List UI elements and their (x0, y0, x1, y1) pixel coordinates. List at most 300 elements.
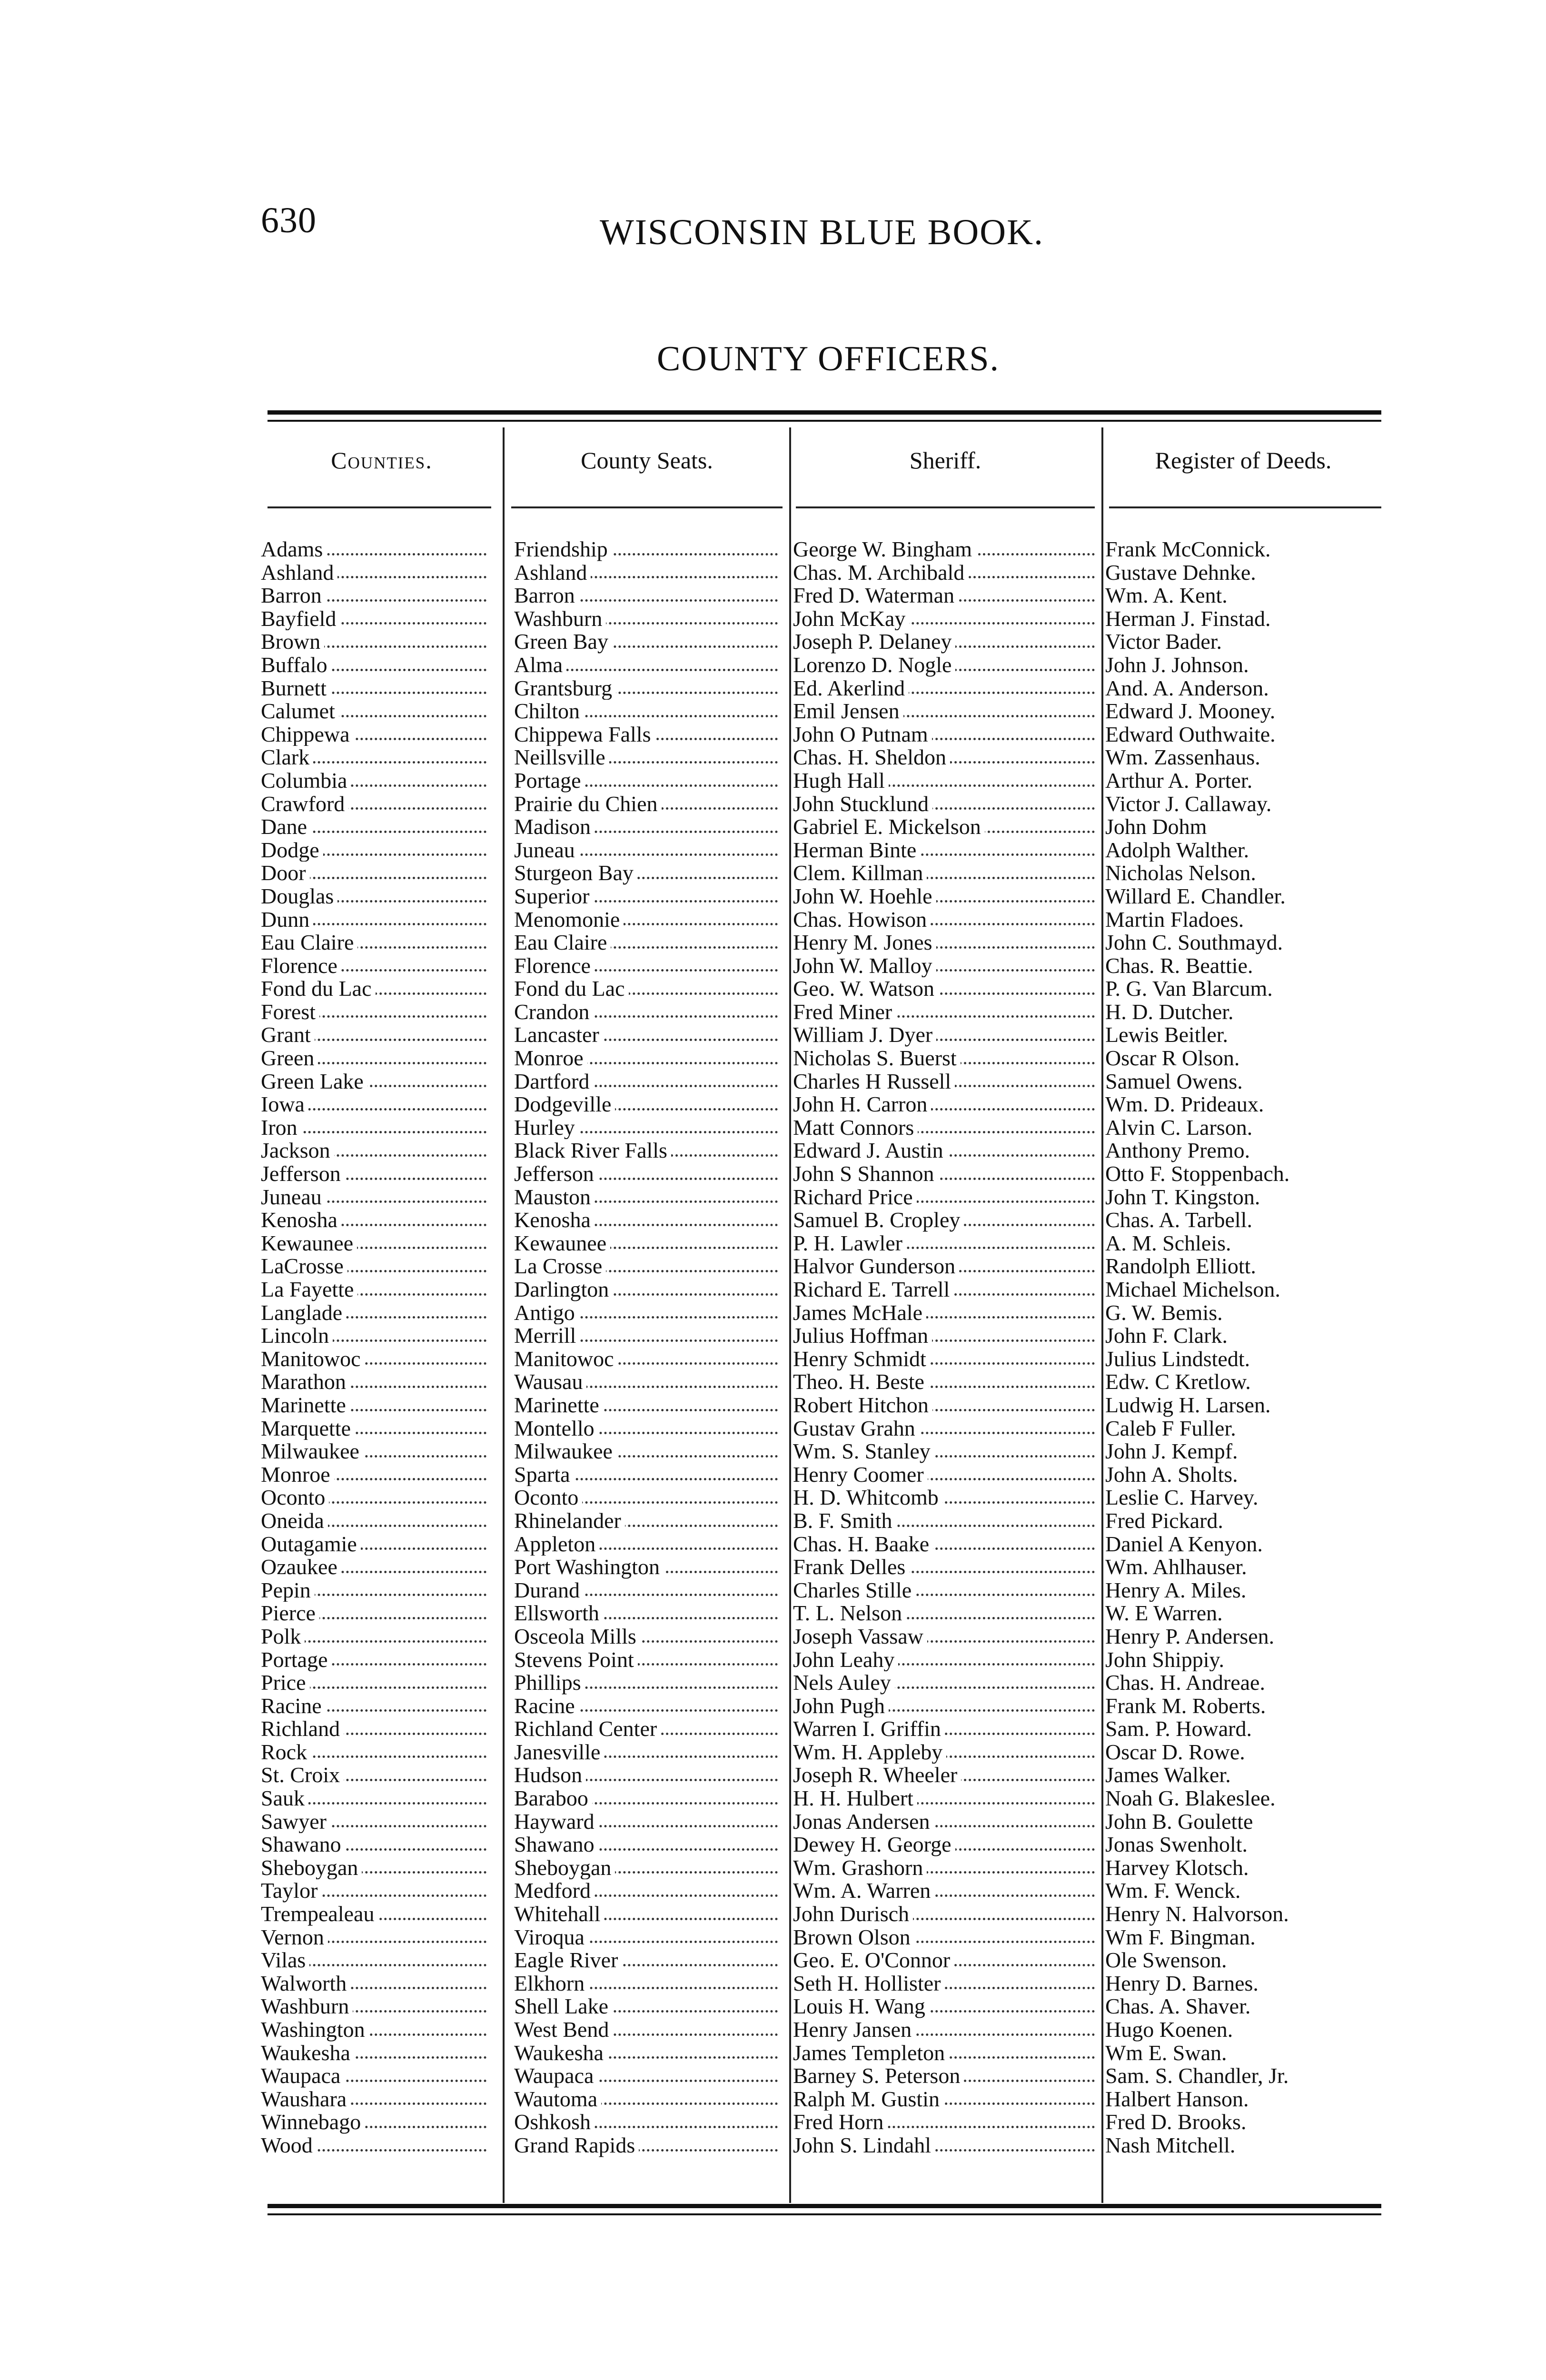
county-seat-text: Merrill (514, 1324, 580, 1348)
sheriff-name (793, 862, 1098, 885)
county-name (261, 793, 489, 816)
county-seat-text: Hudson (514, 1764, 586, 1787)
county-seat (514, 2111, 781, 2134)
county-seat (514, 862, 781, 885)
county-seat (514, 1232, 781, 1255)
sheriff-name (793, 769, 1098, 793)
header-sheriff: Sheriff. (909, 447, 981, 474)
county-name (261, 1926, 489, 1949)
register-name: Wm. Ahlhauser. (1105, 1556, 1247, 1579)
sheriff-name (793, 1810, 1098, 1834)
county-name-text: Calumet (261, 700, 339, 723)
county-seat (514, 1463, 781, 1487)
sheriff-name-text: Nicholas S. Buerst (793, 1047, 961, 1070)
county-name-text: Langlade (261, 1301, 346, 1325)
county-seat (514, 630, 781, 654)
sheriff-name (793, 954, 1098, 978)
county-seat-text: Fond du Lac (514, 977, 629, 1001)
county-seat (514, 1370, 781, 1394)
county-seat-text: Portage (514, 769, 585, 793)
county-seat (514, 2018, 781, 2042)
county-seat-text: Sturgeon Bay (514, 862, 637, 885)
sheriff-name (793, 700, 1098, 723)
county-seat (514, 1671, 781, 1695)
sheriff-name (793, 1856, 1098, 1880)
county-name-text: Brown (261, 630, 324, 654)
register-name: Leslie C. Harvey. (1105, 1486, 1259, 1509)
sheriff-name (793, 1232, 1098, 1255)
county-name-text: Door (261, 862, 310, 885)
county-seat-text: Port Washington (514, 1556, 664, 1579)
sheriff-name (793, 1440, 1098, 1463)
counties-column (261, 538, 489, 2157)
register-name: Chas. R. Beattie. (1105, 954, 1253, 978)
register-name: Wm. D. Prideaux. (1105, 1093, 1264, 1116)
sheriff-name-text: John Pugh (793, 1695, 889, 1718)
sheriff-name (793, 1417, 1098, 1440)
register-name: Frank M. Roberts. (1105, 1694, 1266, 1718)
register-name: Wm. F. Wenck. (1105, 1879, 1241, 1903)
county-seat (514, 793, 781, 816)
county-seat (514, 1139, 781, 1162)
sheriff-name (793, 2111, 1098, 2134)
county-name-text: Monroe (261, 1463, 334, 1487)
county-name (261, 1579, 489, 1602)
register-name: Henry N. Halvorson. (1105, 1903, 1289, 1926)
register-name: Nicholas Nelson. (1105, 862, 1256, 885)
county-seat-text: Monroe (514, 1047, 587, 1070)
county-seat-text: Phillips (514, 1671, 585, 1695)
sheriff-name-text: Geo. E. O'Connor (793, 1949, 954, 1972)
county-name (261, 1232, 489, 1255)
sheriff-name (793, 1764, 1098, 1787)
register-name: Chas. H. Andreae. (1105, 1671, 1265, 1695)
county-name-text: Adams (261, 538, 327, 561)
county-name-text: Sawyer (261, 1810, 330, 1834)
county-seat-text: Elkhorn (514, 1972, 588, 1995)
county-seat-text: Shawano (514, 1833, 598, 1856)
header-rule (268, 506, 491, 508)
register-name: Oscar D. Rowe. (1105, 1740, 1245, 1764)
county-seat (514, 1255, 781, 1278)
county-name-text: Ozaukee (261, 1556, 341, 1579)
county-seat-text: Friendship (514, 538, 612, 561)
county-name-text: Washington (261, 2018, 369, 2042)
county-name-text: Lincoln (261, 1324, 333, 1348)
sheriff-name (793, 815, 1098, 839)
sheriff-name-text: John O Putnam (793, 723, 932, 746)
county-seat-text: Oconto (514, 1486, 582, 1509)
county-seat (514, 908, 781, 932)
sheriff-name-text: John H. Carron (793, 1093, 931, 1116)
county-seat-text: Waukesha (514, 2042, 607, 2065)
county-name-text: Shawano (261, 1833, 345, 1856)
sheriff-name (793, 1926, 1098, 1949)
register-name: W. E Warren. (1105, 1602, 1223, 1625)
county-name-text: Dane (261, 815, 311, 839)
county-seat (514, 1047, 781, 1070)
register-name: Edw. C Kretlow. (1105, 1370, 1251, 1394)
register-name: H. D. Dutcher. (1105, 1000, 1234, 1024)
sheriff-name (793, 1324, 1098, 1348)
sheriff-name (793, 977, 1098, 1001)
county-name (261, 769, 489, 793)
county-seat (514, 1579, 781, 1602)
sheriff-name-text: Fred Miner (793, 1001, 896, 1024)
sheriff-name-text: Brown Olson (793, 1926, 914, 1949)
county-seat (514, 1695, 781, 1718)
register-name: Henry P. Andersen. (1105, 1625, 1275, 1648)
register-name: P. G. Van Blarcum. (1105, 977, 1273, 1001)
county-name-text: Winnebago (261, 2111, 365, 2134)
county-seat (514, 1602, 781, 1625)
county-seat-text: Baraboo (514, 1787, 592, 1810)
county-name-text: Richland (261, 1717, 344, 1741)
sheriff-name (793, 1833, 1098, 1856)
county-name-text: Price (261, 1671, 310, 1695)
county-seat-text: Juneau (514, 839, 579, 862)
county-seat (514, 977, 781, 1001)
county-name (261, 1879, 489, 1903)
sheriff-name-text: Matt Connors (793, 1116, 918, 1140)
register-name: Arthur A. Porter. (1105, 769, 1253, 793)
county-seat-text: Lancaster (514, 1023, 603, 1047)
county-seat-text: Richland Center (514, 1717, 661, 1741)
sheriff-name-text: H. D. Whitcomb (793, 1486, 942, 1509)
county-seat-text: Dodgeville (514, 1093, 615, 1116)
county-name-text: Waushara (261, 2088, 350, 2111)
county-seat-text: Manitowoc (514, 1348, 618, 1371)
county-name-text: Sauk (261, 1787, 308, 1810)
county-seat (514, 700, 781, 723)
sheriff-name-text: T. L. Nelson (793, 1602, 906, 1625)
county-name (261, 1440, 489, 1463)
sheriff-name-text: Wm. S. Stanley (793, 1440, 934, 1463)
sheriff-name-text: Gustav Grahn (793, 1417, 919, 1440)
county-seat (514, 1001, 781, 1024)
register-name: Willard E. Chandler. (1105, 884, 1286, 908)
register-name: Wm. Zassenhaus. (1105, 746, 1260, 769)
county-name (261, 1833, 489, 1856)
column-divider (503, 427, 505, 2203)
sheriff-name (793, 1995, 1098, 2018)
sheriff-name-text: P. H. Lawler (793, 1232, 906, 1255)
county-name (261, 1394, 489, 1417)
sheriff-name-text: Chas. H. Sheldon (793, 746, 950, 769)
sheriff-name-text: Fred Horn (793, 2111, 887, 2134)
sheriff-name-text: Joseph Vassaw (793, 1625, 927, 1648)
county-name-text: Douglas (261, 885, 337, 908)
register-name: John Shippiy. (1105, 1648, 1225, 1672)
sheriff-name (793, 746, 1098, 769)
county-seat-text: Madison (514, 815, 595, 839)
county-name-text: Sheboygan (261, 1856, 362, 1880)
county-seat (514, 746, 781, 769)
table-top-rule-thin (268, 420, 1381, 422)
header-county-seats: County Seats. (581, 447, 713, 474)
county-seat-text: Sheboygan (514, 1856, 615, 1880)
section-title: COUNTY OFFICERS. (657, 339, 1000, 378)
sheriff-name-text: Richard Price (793, 1186, 917, 1209)
register-name: Frank McConnick. (1105, 538, 1271, 561)
register-column (1105, 538, 1381, 2157)
county-seat-text: Wautoma (514, 2088, 601, 2111)
register-name: Wm E. Swan. (1105, 2041, 1227, 2065)
county-name-text: Crawford (261, 793, 348, 816)
sheriff-name-text: Chas. M. Archibald (793, 561, 968, 585)
county-name-text: Walworth (261, 1972, 350, 1995)
county-seat (514, 2134, 781, 2157)
county-name (261, 2111, 489, 2134)
sheriff-name-text: Charles H Russell (793, 1070, 955, 1093)
sheriff-name-text: Wm. A. Warren (793, 1879, 934, 1903)
sheriff-name (793, 2018, 1098, 2042)
county-name (261, 1301, 489, 1325)
county-seat-text: Kewaunee (514, 1232, 610, 1255)
county-name (261, 1023, 489, 1047)
table-bottom-rule-thin (268, 2213, 1381, 2215)
county-seat-text: West Bend (514, 2018, 613, 2042)
sheriff-name (793, 1301, 1098, 1325)
county-name-text: Grant (261, 1023, 315, 1047)
register-name: Lewis Beitler. (1105, 1023, 1229, 1047)
county-name (261, 1764, 489, 1787)
sheriff-name (793, 1695, 1098, 1718)
sheriff-name-text: John McKay (793, 607, 909, 631)
county-name-text: Jackson (261, 1139, 334, 1162)
county-seat-text: Wausau (514, 1370, 586, 1394)
sheriff-name (793, 1602, 1098, 1625)
sheriff-name-text: Henry M. Jones (793, 931, 936, 954)
county-name (261, 2018, 489, 2042)
register-name: Chas. A. Shaver. (1105, 1995, 1251, 2018)
county-seat (514, 839, 781, 862)
sheriff-name-text: Wm. H. Appleby (793, 1741, 946, 1764)
county-seat-text: Hayward (514, 1810, 598, 1834)
county-name (261, 1903, 489, 1926)
county-seat-text: Prairie du Chien (514, 793, 662, 816)
county-name (261, 1139, 489, 1162)
county-name-text: Milwaukee (261, 1440, 363, 1463)
county-name (261, 1995, 489, 2018)
county-name-text: Iowa (261, 1093, 308, 1116)
county-name (261, 1949, 489, 1972)
sheriff-name-text: B. F. Smith (793, 1509, 896, 1533)
register-name: Edward J. Mooney. (1105, 700, 1276, 723)
running-head: WISCONSIN BLUE BOOK. (600, 212, 1044, 252)
county-seat (514, 1949, 781, 1972)
county-name-text: Dodge (261, 839, 323, 862)
register-name: And. A. Anderson. (1105, 676, 1269, 700)
county-name (261, 1486, 489, 1509)
column-divider (1101, 427, 1103, 2203)
county-name-text: LaCrosse (261, 1255, 347, 1278)
sheriff-name (793, 1047, 1098, 1070)
county-name-text: Marquette (261, 1417, 355, 1440)
register-name: John J. Kempf. (1105, 1440, 1238, 1463)
county-name-text: Polk (261, 1625, 305, 1648)
county-name-text: Green Lake (261, 1070, 367, 1093)
county-name (261, 654, 489, 677)
county-name-text: Trempealeau (261, 1903, 378, 1926)
county-name-text: Kewaunee (261, 1232, 357, 1255)
county-name (261, 862, 489, 885)
register-name: Nash Mitchell. (1105, 2133, 1236, 2157)
county-seat-text: Neillsville (514, 746, 609, 769)
sheriff-name (793, 1209, 1098, 1232)
county-seat-text: La Crosse (514, 1255, 606, 1278)
county-name-text: Racine (261, 1695, 326, 1718)
county-name-text: Ashland (261, 561, 337, 585)
sheriff-name (793, 1717, 1098, 1741)
county-seat-text: Dartford (514, 1070, 593, 1093)
register-name: Noah G. Blakeslee. (1105, 1787, 1276, 1810)
county-seat (514, 954, 781, 978)
county-name (261, 931, 489, 954)
county-name-text: Marathon (261, 1370, 350, 1394)
county-seat (514, 1324, 781, 1348)
county-name (261, 815, 489, 839)
county-seat (514, 1162, 781, 1186)
sheriff-name-text: Ralph M. Gustin (793, 2088, 943, 2111)
register-name: Ludwig H. Larsen. (1105, 1393, 1271, 1417)
county-name-text: Pierce (261, 1602, 319, 1625)
county-seat-text: Ashland (514, 561, 591, 585)
register-name: Wm. A. Kent. (1105, 584, 1228, 607)
county-seat (514, 1209, 781, 1232)
sheriff-name (793, 908, 1098, 932)
county-seat-text: Crandon (514, 1001, 593, 1024)
sheriff-name-text: Gabriel E. Mickelson (793, 815, 985, 839)
register-name: John T. Kingston. (1105, 1185, 1260, 1209)
county-name-text: Taylor (261, 1879, 321, 1903)
county-seat (514, 2042, 781, 2065)
county-name (261, 561, 489, 585)
register-name: Oscar R Olson. (1105, 1047, 1240, 1070)
register-name: James Walker. (1105, 1764, 1231, 1787)
register-name: John C. Southmayd. (1105, 931, 1283, 954)
county-name (261, 1417, 489, 1440)
county-name (261, 1162, 489, 1186)
county-name (261, 538, 489, 561)
sheriff-name-text: Richard E. Tarrell (793, 1278, 953, 1301)
sheriff-name (793, 885, 1098, 908)
county-seat-text: Black River Falls (514, 1139, 671, 1162)
county-name (261, 2088, 489, 2111)
sheriff-name (793, 1463, 1098, 1487)
sheriff-name-text: William J. Dyer (793, 1023, 936, 1047)
county-name (261, 1209, 489, 1232)
county-name (261, 1856, 489, 1880)
county-name-text: Dunn (261, 908, 313, 932)
register-name: Otto F. Stoppenbach. (1105, 1162, 1290, 1186)
sheriff-name (793, 584, 1098, 607)
register-name: Julius Lindstedt. (1105, 1347, 1250, 1371)
county-name (261, 677, 489, 700)
county-name (261, 1463, 489, 1487)
county-seat (514, 1278, 781, 1301)
county-seat (514, 1717, 781, 1741)
county-seat (514, 1995, 781, 2018)
sheriff-name (793, 1486, 1098, 1509)
sheriff-name-text: Nels Auley (793, 1671, 895, 1695)
sheriff-name-text: John S Shannon (793, 1162, 938, 1186)
county-name-text: Vilas (261, 1949, 309, 1972)
sheriff-name-text: John Stucklund (793, 793, 932, 816)
sheriff-name (793, 1348, 1098, 1371)
county-seat-text: Rhinelander (514, 1509, 625, 1533)
county-seat-text: Sparta (514, 1463, 574, 1487)
county-seat (514, 607, 781, 631)
county-name-text: Fond du Lac (261, 977, 376, 1001)
register-name: Alvin C. Larson. (1105, 1116, 1253, 1140)
sheriff-name (793, 1394, 1098, 1417)
sheriff-name-text: Wm. Grashorn (793, 1856, 927, 1880)
register-name: Harvey Klotsch. (1105, 1856, 1249, 1880)
county-name-text: Oneida (261, 1509, 328, 1533)
header-rule (1109, 506, 1381, 508)
register-name: John J. Johnson. (1105, 653, 1249, 677)
county-seat-text: Oshkosh (514, 2111, 595, 2134)
sheriff-name-text: Emil Jensen (793, 700, 903, 723)
county-name-text: Waukesha (261, 2042, 354, 2065)
register-name: Hugo Koenen. (1105, 2018, 1233, 2042)
sheriff-name (793, 1671, 1098, 1695)
county-seat (514, 2064, 781, 2088)
sheriff-column (793, 538, 1098, 2157)
county-seat-text: Medford (514, 1879, 595, 1903)
county-seat-text: Racine (514, 1695, 579, 1718)
county-name (261, 1070, 489, 1093)
county-seat-text: Appleton (514, 1533, 599, 1556)
sheriff-name (793, 561, 1098, 585)
county-seat (514, 1833, 781, 1856)
sheriff-name (793, 1903, 1098, 1926)
county-name-text: Rock (261, 1741, 311, 1764)
county-seat-text: Antigo (514, 1301, 579, 1325)
county-seat (514, 815, 781, 839)
county-seat (514, 1533, 781, 1556)
sheriff-name (793, 1186, 1098, 1209)
county-seat-text: Eau Claire (514, 931, 611, 954)
sheriff-name (793, 1001, 1098, 1024)
county-name (261, 1810, 489, 1834)
county-seat (514, 1301, 781, 1325)
sheriff-name (793, 1255, 1098, 1278)
sheriff-name-text: Joseph P. Delaney (793, 630, 955, 654)
county-seat-text: Marinette (514, 1394, 603, 1417)
county-name (261, 2134, 489, 2157)
county-seat-text: Shell Lake (514, 1995, 612, 2018)
county-name-text: Clark (261, 746, 313, 769)
sheriff-name-text: John W. Malloy (793, 954, 936, 978)
table-top-rule (268, 410, 1381, 415)
sheriff-name (793, 630, 1098, 654)
sheriff-name-text: Dewey H. George (793, 1833, 955, 1856)
sheriff-name-text: Lorenzo D. Nogle (793, 654, 955, 677)
sheriff-name-text: George W. Bingham (793, 538, 976, 561)
county-seat (514, 1810, 781, 1834)
sheriff-name-text: Barney S. Peterson (793, 2064, 964, 2088)
county-seat (514, 1486, 781, 1509)
county-name-text: Manitowoc (261, 1348, 365, 1371)
sheriff-name-text: Chas. Howison (793, 908, 931, 932)
county-name-text: Barron (261, 584, 326, 607)
register-name: Wm F. Bingman. (1105, 1925, 1256, 1949)
register-name: Caleb F Fuller. (1105, 1417, 1236, 1440)
sheriff-name-text: Fred D. Waterman (793, 584, 958, 607)
county-name-text: Portage (261, 1648, 332, 1672)
